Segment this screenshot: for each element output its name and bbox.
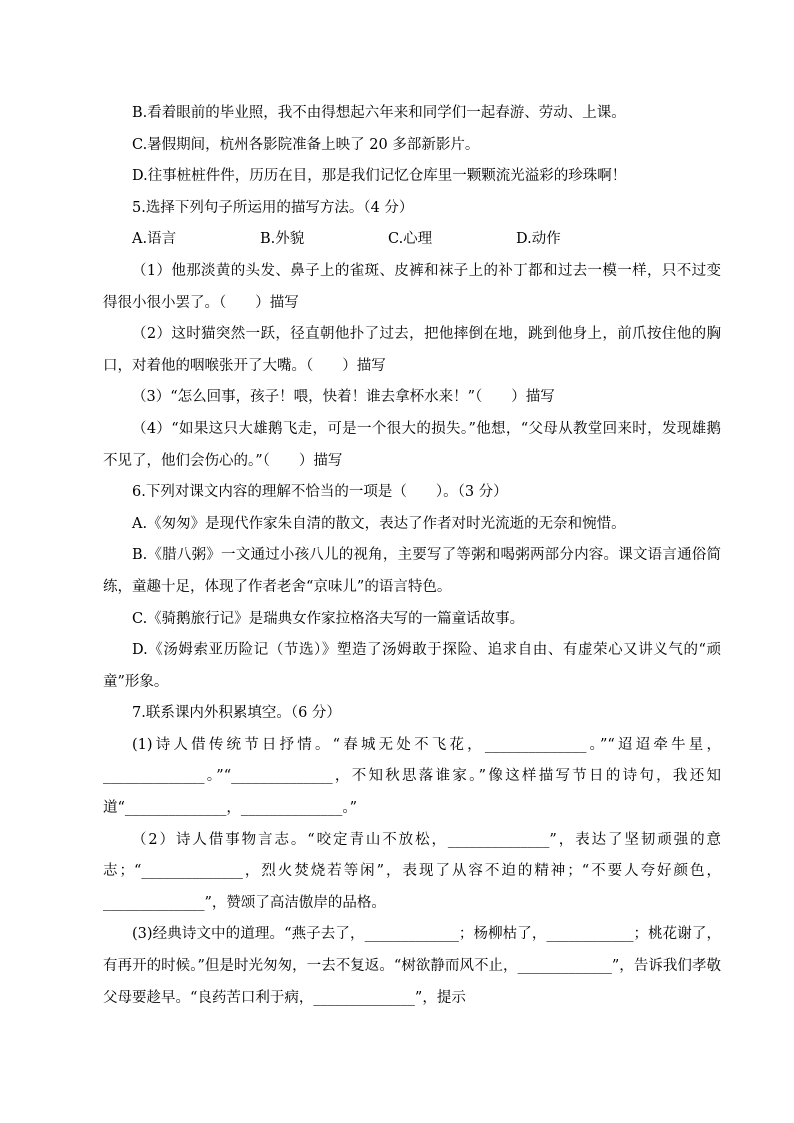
q5-option-b: B.外貌 xyxy=(260,231,305,248)
q7-title: 7.联系课内外积累填空。（6 分） xyxy=(132,705,341,722)
q7-item-1: (1)诗人借传统节日抒情。“春城无处不飞花，______________。”“迢迢牵牛星，______________。”“______________，不知秋思落谁家。”像这样描写节日的诗句，我还知道“______________，______________。” xyxy=(103,736,721,817)
q5-option-c: C.心理 xyxy=(388,231,433,248)
q7-item-3: (3)经典诗文中的道理。“燕子去了，_____________；杨柳枯了，____________；桃花谢了，有再开的时候。”但是时光匆匆，一去不复返。“树欲静而风不止，_____________”，告诉我们孝敬父母要趁早。“良药苦口利于病，______________”，提示 xyxy=(103,926,721,1006)
q6-title: 6.下列对课文内容的理解不恰当的一项是（ ）。（3 分） xyxy=(132,484,508,501)
q4-option-c: C.暑假期间，杭州各影院准备上映了 20 多部新影片。 xyxy=(132,136,480,153)
q6-option-a: A.《匆匆》是现代作家朱自清的散文，表达了作者对时光流逝的无奈和惋惜。 xyxy=(132,515,626,532)
q5-options xyxy=(103,224,721,256)
q5-item-1: （1）他那淡黄的头发、鼻子上的雀斑、皮裤和袜子上的补丁都和过去一模一样，只不过变得很小很小罢了。（ ）描写 xyxy=(103,262,721,311)
q5-item-4: （4）“如果这只大雄鹅飞走，可是一个很大的损失。”他想，“父母从教堂回来时，发现雄鹅不见了，他们会伤心的。”（ ）描写 xyxy=(103,420,721,469)
q4-option-b: B.看着眼前的毕业照，我不由得想起六年来和同学们一起春游、劳动、上课。 xyxy=(132,105,626,121)
q5-item-2: （2）这时猫突然一跃，径直朝他扑了过去，把他摔倒在地，跳到他身上，前爪按住他的胸口，对着他的咽喉张开了大嘴。（ ）描写 xyxy=(103,326,721,374)
q5-option-d: D.动作 xyxy=(516,231,561,248)
q5-item-3: （3）“怎么回事，孩子！喂，快着！谁去拿杯水来！”（ ）描写 xyxy=(132,389,555,406)
q4-option-d: D.往事桩桩件件，历历在目，那是我们记忆仓库里一颗颗流光溢彩的珍珠啊！ xyxy=(132,168,627,185)
exam-content xyxy=(103,98,721,1014)
q7-item-2: （2）诗人借事物言志。“咬定青山不放松，______________”，表达了坚韧顽强的意志；“______________，烈火焚烧若等闲”，表现了从容不迫的精神；“不要人夸好颜色，______________”，赞颂了高洁傲岸的品格。 xyxy=(103,831,721,911)
q6-option-c: C.《骑鹅旅行记》是瑞典女作家拉格洛夫写的一篇童话故事。 xyxy=(132,610,525,627)
q6-option-b: B.《腊八粥》一文通过小孩八儿的视角，主要写了等粥和喝粥两部分内容。课文语言通俗简练，童趣十足，体现了作者老舍“京味儿”的语言特色。 xyxy=(103,547,721,595)
q5-title: 5.选择下列句子所运用的描写方法。（4 分） xyxy=(132,199,414,216)
q5-option-a: A.语言 xyxy=(132,231,177,248)
q6-option-d: D.《汤姆索亚历险记（节选）》塑造了汤姆敢于探险、追求自由、有虚荣心又讲义气的“顽童”形象。 xyxy=(103,642,721,690)
